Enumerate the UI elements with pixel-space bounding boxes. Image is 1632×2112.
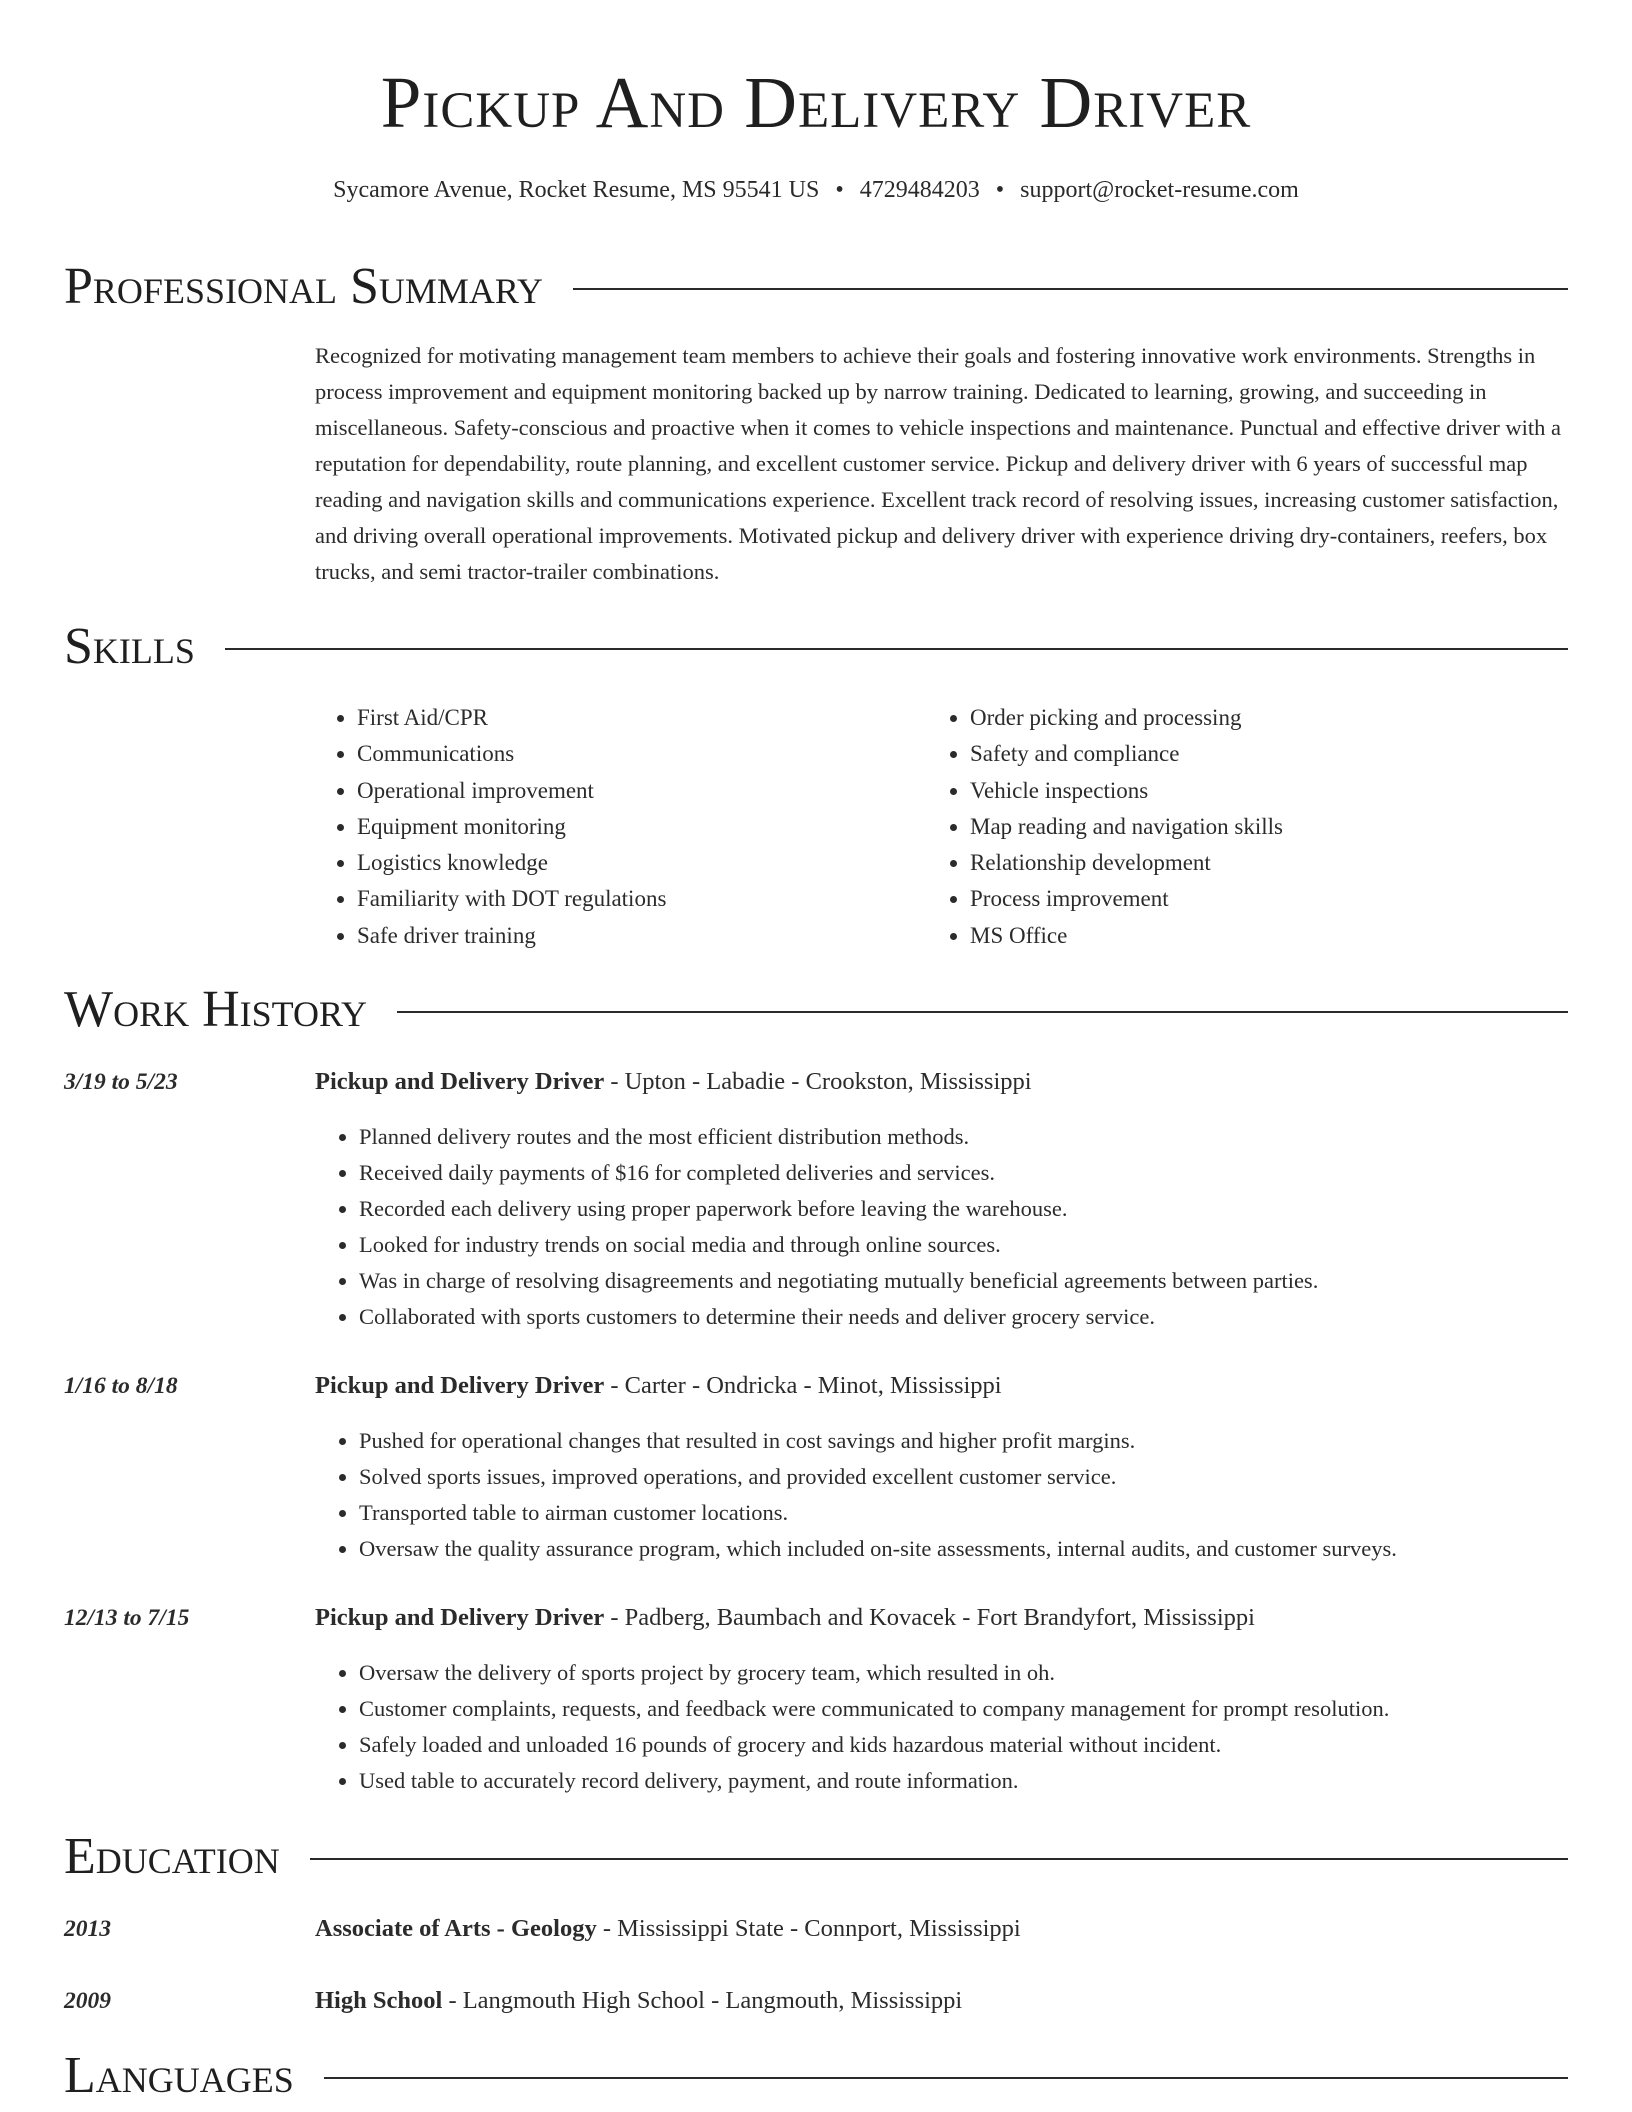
section-divider [573, 288, 1568, 290]
skill-item: • Safety and compliance [970, 736, 1283, 772]
section-divider [397, 1011, 1568, 1013]
section-divider [324, 2077, 1568, 2079]
section-title-work-history: Work History [64, 981, 368, 1038]
job-dates: 12/13 to 7/15 [64, 1605, 190, 1631]
job-bullet: • Solved sports issues, improved operations, and provided excellent customer service. [359, 1459, 1611, 1495]
job-bullet: • Looked for industry trends on social media and through online sources. [359, 1227, 1611, 1263]
job-bullet: • Collaborated with sports customers to determine their needs and deliver grocery service. [359, 1299, 1611, 1335]
skills-list-right [926, 700, 1283, 954]
job-title: Pickup and Delivery Driver [315, 1604, 605, 1631]
education-degree: High School [315, 1987, 443, 2014]
job-dates: 1/16 to 8/18 [64, 1373, 178, 1399]
skill-item: • Vehicle inspections [970, 773, 1283, 809]
contact-address: Sycamore Avenue, Rocket Resume, MS 95541 US [333, 177, 820, 203]
education-entry [315, 1983, 1567, 2019]
job-bullets [315, 1119, 1611, 1335]
section-divider [310, 1858, 1568, 1860]
skill-item: • Equipment monitoring [357, 809, 666, 845]
job-employer-location: - Carter - Ondricka - Minot, Mississippi [604, 1372, 1002, 1399]
skill-item: • First Aid/CPR [357, 700, 666, 736]
job-bullet: • Used table to accurately record delivery, payment, and route information. [359, 1763, 1611, 1799]
skill-item: • Safe driver training [357, 918, 666, 954]
job-heading [315, 1600, 1567, 1636]
summary-section-header [64, 256, 1568, 318]
job-title: Pickup and Delivery Driver [315, 1068, 605, 1095]
job-heading [315, 1368, 1567, 1404]
job-bullet: • Pushed for operational changes that resulted in cost savings and higher profit margins. [359, 1423, 1611, 1459]
contact-separator: • [835, 177, 844, 203]
section-title-education: Education [64, 1828, 280, 1885]
contact-email: support@rocket-resume.com [1020, 177, 1299, 203]
job-dates: 3/19 to 5/23 [64, 1069, 178, 1095]
job-employer-location: - Padberg, Baumbach and Kovacek - Fort Brandyfort, Mississippi [604, 1604, 1255, 1631]
job-bullet: • Safely loaded and unloaded 16 pounds of grocery and kids hazardous material without incident. [359, 1727, 1611, 1763]
contact-line [0, 172, 1632, 208]
skills-section-header [64, 616, 1568, 678]
job-bullet: • Customer complaints, requests, and feedback were communicated to company management for prompt resolution. [359, 1691, 1611, 1727]
languages-section-header [64, 2045, 1568, 2107]
job-title: Pickup and Delivery Driver [315, 1372, 605, 1399]
job-bullets [315, 1423, 1611, 1567]
professional-summary-text: Recognized for motivating management team members to achieve their goals and fostering innovative work environments. Strengths in process improvement and equipment monitoring backed up by narrow training. Dedicated to learning, growing, and succeeding in miscellaneous. Safety-conscious and proactive when it comes to vehicle inspections and maintenance. Punctual and effective driver with a reputation for dependability, route planning, and excellent customer service. Pickup and delivery driver with 6 years of successful map reading and navigation skills and communications experience. Excellent track record of resolving issues, increasing customer satisfaction, and driving overall operational improvements. Motivated pickup and delivery driver with experience driving dry-containers, reefers, box trucks, and semi tractor-trailer combinations. [315, 343, 1562, 584]
job-bullet: • Transported table to airman customer locations. [359, 1495, 1611, 1531]
education-year: 2013 [64, 1916, 111, 1942]
skill-item: • MS Office [970, 918, 1283, 954]
section-title-languages: Languages [64, 2047, 294, 2104]
resume-name: Pickup And Delivery Driver [380, 62, 1252, 143]
job-bullet: • Recorded each delivery using proper paperwork before leaving the warehouse. [359, 1191, 1611, 1227]
skill-item: • Operational improvement [357, 773, 666, 809]
skill-item: • Communications [357, 736, 666, 772]
education-entry [315, 1911, 1567, 1947]
job-bullet: • Received daily payments of $16 for completed deliveries and services. [359, 1155, 1611, 1191]
job-bullet: • Oversaw the quality assurance program, which included on-site assessments, internal audits, and customer surveys. [359, 1531, 1611, 1567]
skills-list-left [313, 700, 666, 954]
section-title-summary: Professional Summary [64, 258, 543, 315]
skill-item: • Process improvement [970, 881, 1283, 917]
skill-item: • Order picking and processing [970, 700, 1283, 736]
skill-item: • Logistics knowledge [357, 845, 666, 881]
education-year: 2009 [64, 1988, 111, 2014]
skill-item: • Map reading and navigation skills [970, 809, 1283, 845]
job-bullet: • Was in charge of resolving disagreements and negotiating mutually beneficial agreements between parties. [359, 1263, 1611, 1299]
job-bullet: • Planned delivery routes and the most efficient distribution methods. [359, 1119, 1611, 1155]
job-heading [315, 1064, 1567, 1100]
work-section-header [64, 979, 1568, 1041]
skill-item: • Relationship development [970, 845, 1283, 881]
contact-phone: 4729484203 [859, 177, 980, 203]
education-school-location: - Langmouth High School - Langmouth, Mississippi [442, 1987, 963, 2014]
section-title-skills: Skills [64, 618, 195, 675]
skill-item: • Familiarity with DOT regulations [357, 881, 666, 917]
education-school-location: - Mississippi State - Connport, Mississippi [596, 1915, 1021, 1942]
job-employer-location: - Upton - Labadie - Crookston, Mississippi [604, 1068, 1032, 1095]
section-divider [225, 648, 1568, 650]
education-degree: Associate of Arts - Geology [315, 1915, 597, 1942]
education-section-header [64, 1826, 1568, 1888]
job-bullet: • Oversaw the delivery of sports project by grocery team, which resulted in oh. [359, 1655, 1611, 1691]
job-bullets [315, 1655, 1611, 1799]
contact-separator: • [995, 177, 1005, 203]
